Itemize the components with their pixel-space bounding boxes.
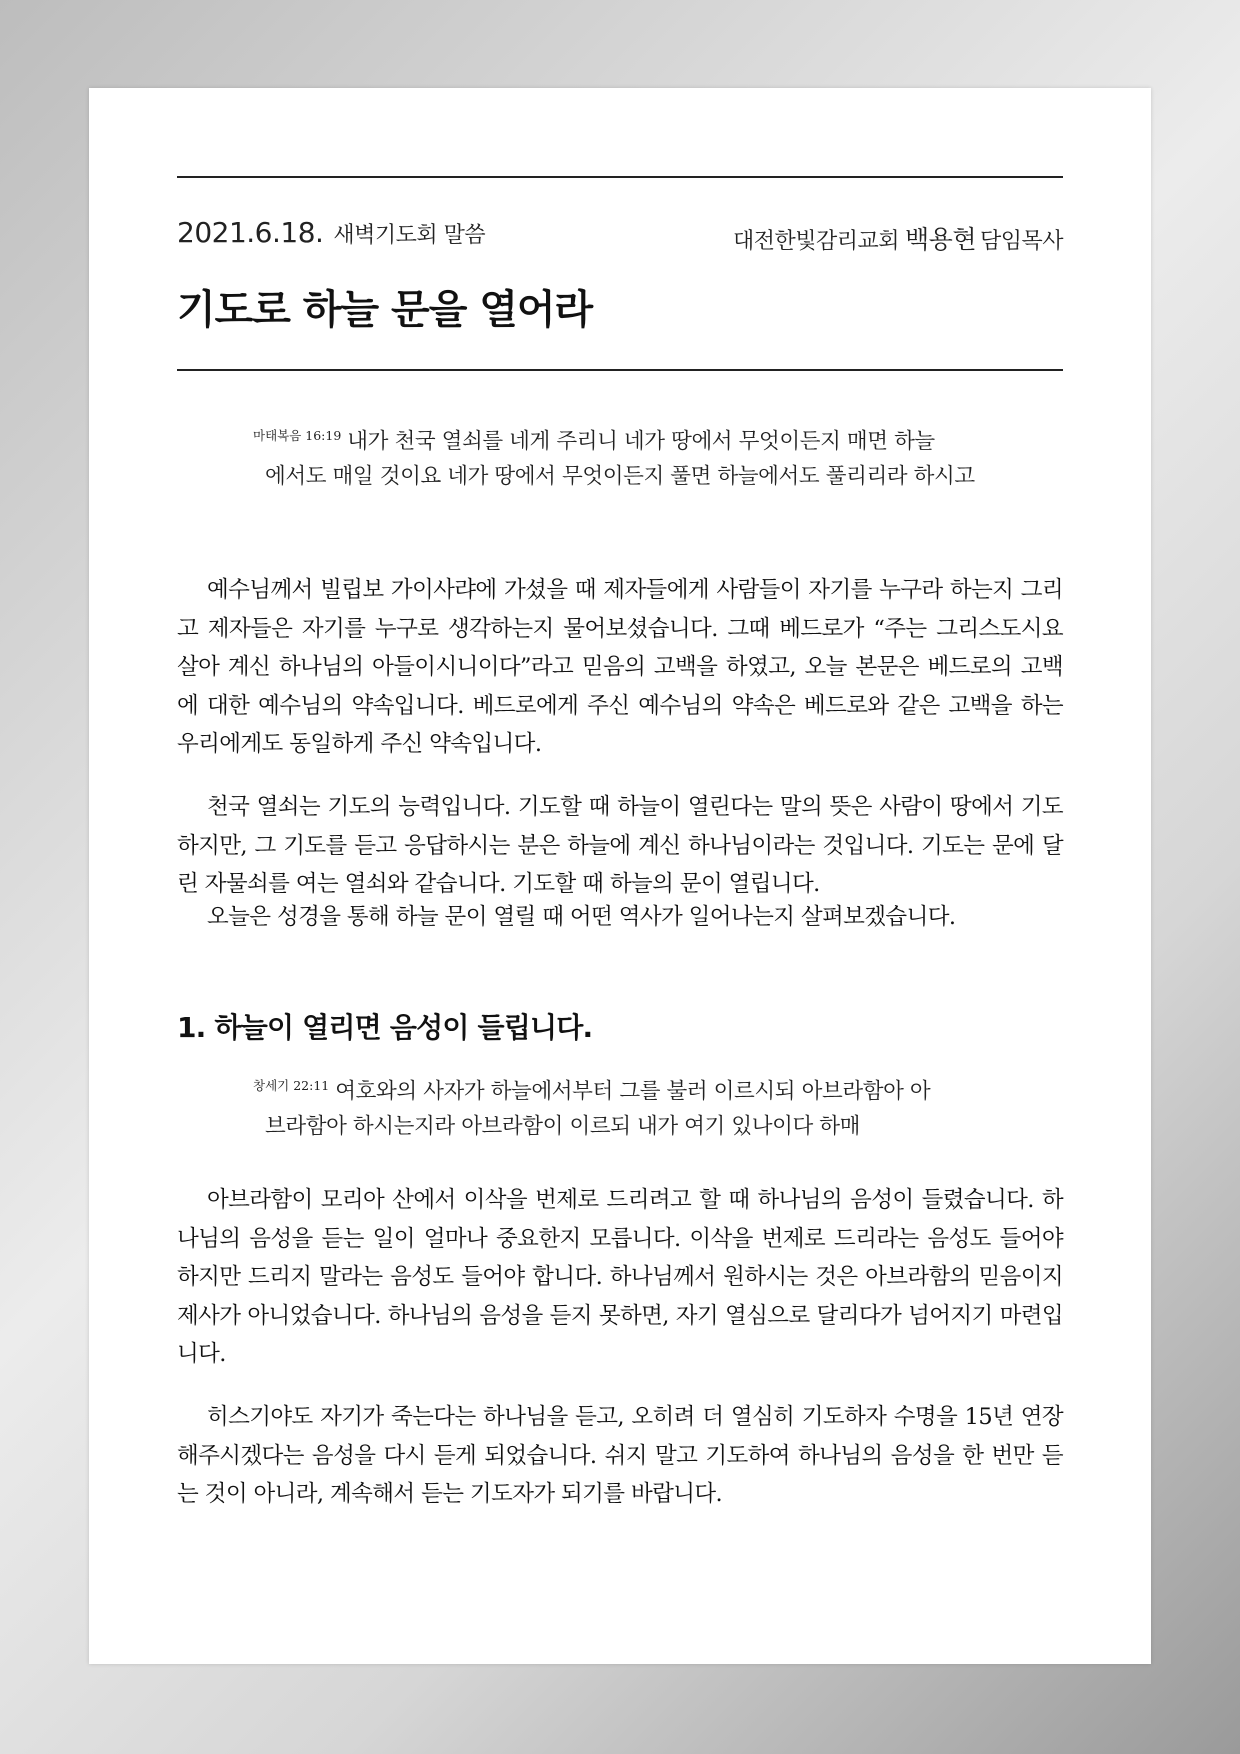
scripture-text-rest: 브라함아 하시는지라 아브라함이 이르되 내가 여기 있나이다 하매 [265,1114,861,1139]
title-divider [177,369,1063,371]
sermon-date: 2021.6.18. [177,216,324,249]
scripture-reference: 창세기 22:11 [253,1078,330,1093]
scripture-text-rest: 에서도 매일 것이요 네가 땅에서 무엇이든지 풀면 하늘에서도 풀리리라 하시고 [265,464,975,489]
document-page [89,88,1151,1664]
top-divider [177,176,1063,178]
scripture-text-line1: 여호와의 사자가 하늘에서부터 그를 불러 이르시되 아브라함아 아 [335,1079,931,1104]
section-paragraph: 히스기야도 자기가 죽는다는 하나님을 듣고, 오히려 더 열심히 기도하자 수명을 15년 연장해주시겠다는 음성을 다시 듣게 되었습니다. 쉬지 말고 기도하여 하나님의 음성을 한 번만 듣는 것이 아니라, 계속해서 듣는 기도자가 되기를 바랍니다. [177,1404,1063,1507]
section-paragraph: 아브라함이 모리아 산에서 이삭을 번제로 드리려고 할 때 하나님의 음성이 들렸습니다. 하나님의 음성을 듣는 일이 얼마나 중요한지 모릅니다. 이삭을 번제로 드리라는 음성도 들어야 하지만 드리지 말라는 음성도 들어야 합니다. 하나님께서 원하시는 것은 아브라함의 믿음이지 제사가 아니었습니다. 하나님의 음성을 듣지 못하면, 자기 열심으로 달리다가 넘어지기 마련입니다. [177,1187,1063,1367]
church-info [733,220,1063,256]
sermon-title: 기도로 하늘 문을 열어라 [177,287,593,333]
scripture-quote [253,418,993,494]
scripture-reference: 마태복음 16:19 [253,428,342,443]
body-paragraph: 예수님께서 빌립보 가이사랴에 가셨을 때 제자들에게 사람들이 자기를 누구라 하는지 그리고 제자들은 자기를 누구로 생각하는지 물어보셨습니다. 그때 베드로가 “주는 그리스도시요 살아 계신 하나님의 아들이시니이다”라고 믿음의 고백을 하였고, 오늘 본문은 베드로의 고백에 대한 예수님의 약속입니다. 베드로에게 주신 예수님의 약속은 베드로와 같은 고백을 하는 우리에게도 동일하게 주신 약속입니다. [177,577,1063,757]
pastor-name: 백용현 [905,225,976,254]
body-paragraph: 오늘은 성경을 통해 하늘 문이 열릴 때 어떤 역사가 일어나는지 살펴보겠습니다. [207,904,956,930]
sermon-date-line [177,216,485,249]
section-scripture-quote [253,1068,993,1144]
sermon-header [177,216,1063,256]
section-heading: 1. 하늘이 열리면 음성이 들립니다. [177,1011,593,1044]
church-name: 대전한빛감리교회 [733,229,900,254]
service-name: 새벽기도회 말씀 [333,223,486,248]
pastor-role: 담임목사 [979,229,1063,254]
scripture-text-line1: 내가 천국 열쇠를 네게 주리니 네가 땅에서 무엇이든지 매면 하늘 [347,429,935,454]
body-paragraph: 천국 열쇠는 기도의 능력입니다. 기도할 때 하늘이 열린다는 말의 뜻은 사람이 땅에서 기도하지만, 그 기도를 듣고 응답하시는 분은 하늘에 계신 하나님이라는 것입니다. 기도는 문에 달린 자물쇠를 여는 열쇠와 같습니다. 기도할 때 하늘의 문이 열립니다. [177,794,1063,897]
